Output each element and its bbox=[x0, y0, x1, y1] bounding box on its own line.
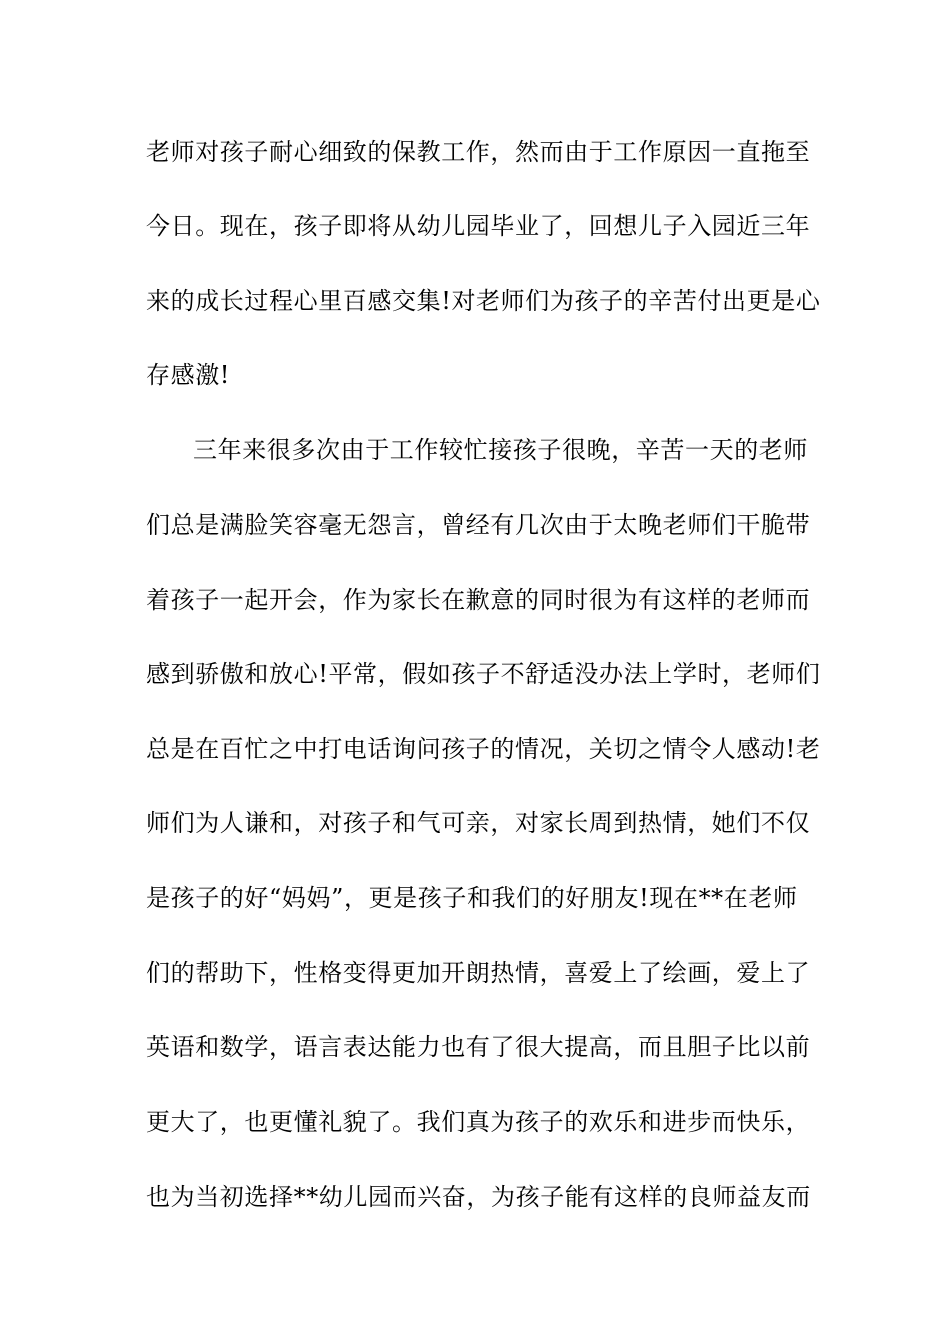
paragraph-line: 也为当初选择**幼儿园而兴奋，为孩子能有这样的良师益友而 bbox=[146, 1183, 811, 1211]
paragraph-line: 今日。现在，孩子即将从幼儿园毕业了，回想儿子入园近三年 bbox=[146, 212, 811, 240]
paragraph-line: 更大了，也更懂礼貌了。我们真为孩子的欢乐和进步而快乐， bbox=[146, 1108, 811, 1136]
paragraph-line: 感到骄傲和放心!平常，假如孩子不舒适没办法上学时，老师们 bbox=[146, 660, 821, 688]
paragraph-line: 老师对孩子耐心细致的保教工作，然而由于工作原因一直拖至 bbox=[146, 138, 811, 166]
paragraph-line: 存感激! bbox=[146, 361, 231, 389]
paragraph-line: 们总是满脸笑容毫无怨言，曾经有几次由于太晚老师们干脆带 bbox=[146, 511, 811, 539]
paragraph-line: 总是在百忙之中打电话询问孩子的情况，关切之情令人感动!老 bbox=[146, 735, 821, 763]
paragraph-line: 们的帮助下，性格变得更加开朗热情，喜爱上了绘画，爱上了 bbox=[146, 959, 811, 987]
paragraph-line: 着孩子一起开会，作为家长在歉意的同时很为有这样的老师而 bbox=[146, 586, 811, 614]
paragraph-line: 来的成长过程心里百感交集!对老师们为孩子的辛苦付出更是心 bbox=[146, 287, 821, 315]
paragraph-line: 是孩子的好“妈妈”，更是孩子和我们的好朋友!现在**在老师 bbox=[146, 884, 798, 912]
paragraph-line: 师们为人谦和，对孩子和气可亲，对家长周到热情，她们不仅 bbox=[146, 809, 811, 837]
paragraph-line: 英语和数学，语言表达能力也有了很大提高，而且胆子比以前 bbox=[146, 1033, 811, 1061]
paragraph-line: 三年来很多次由于工作较忙接孩子很晚，辛苦一天的老师 bbox=[193, 436, 808, 464]
